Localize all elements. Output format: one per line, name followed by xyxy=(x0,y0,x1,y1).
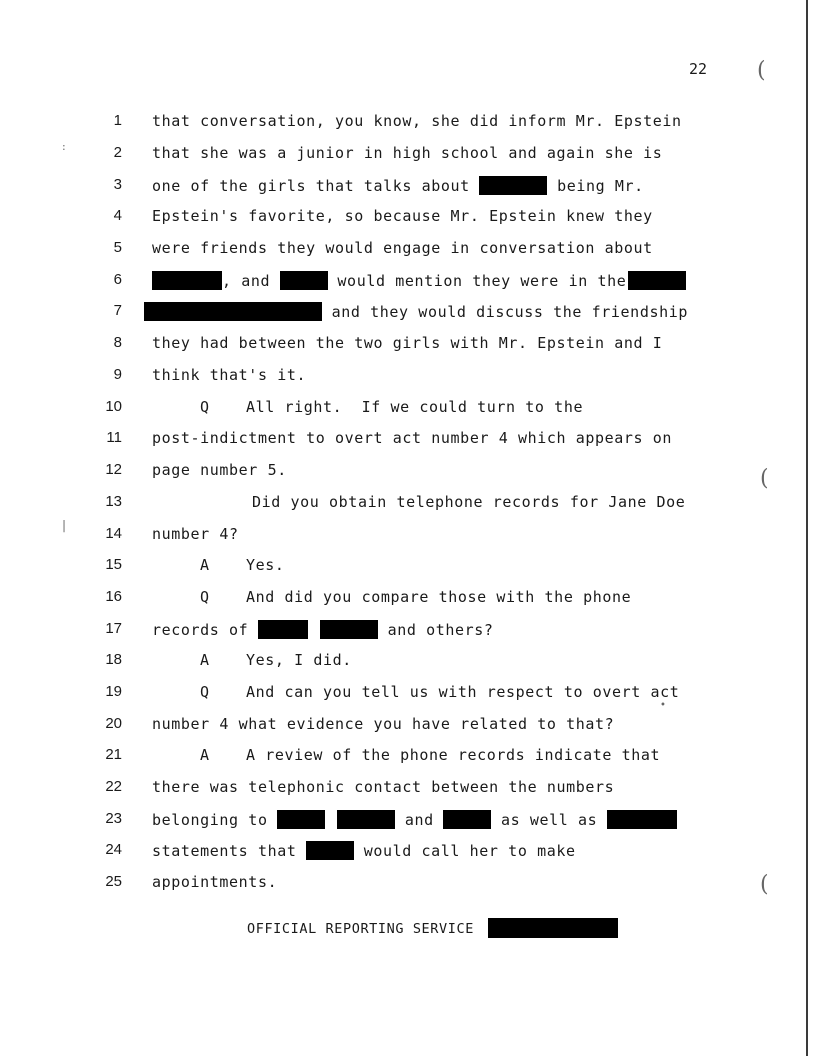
transcript-line: Did you obtain telephone records for Jane Doe xyxy=(252,493,686,511)
text-segment: and xyxy=(395,811,444,829)
text-segment: And did you compare those with the phone xyxy=(246,588,632,606)
speaker-label: A xyxy=(200,651,210,669)
speaker-label: Q xyxy=(200,398,210,416)
line-number: 20 xyxy=(105,715,122,732)
page-edge-line xyxy=(806,0,808,1056)
line-number: 1 xyxy=(113,112,122,129)
line-number: 24 xyxy=(105,841,122,858)
speaker-label: A xyxy=(200,746,210,764)
line-number: 6 xyxy=(113,271,122,288)
scan-mark: : xyxy=(62,140,66,153)
redaction-box xyxy=(320,620,378,639)
transcript-line: number 4 what evidence you have related to that? xyxy=(152,715,615,733)
text-segment: A review of the phone records indicate that xyxy=(246,746,661,764)
transcript-line xyxy=(200,398,583,416)
transcript-line: were friends they would engage in conversation about xyxy=(152,239,653,257)
line-number: 11 xyxy=(106,429,122,446)
scan-mark: • xyxy=(660,700,666,711)
transcript-line xyxy=(200,651,352,669)
speaker-label: Q xyxy=(200,588,210,606)
line-number: 18 xyxy=(105,651,122,668)
redaction-box xyxy=(337,810,395,829)
transcript-line xyxy=(144,302,688,321)
transcript-line xyxy=(152,271,686,290)
line-number: 25 xyxy=(105,873,122,890)
transcript-line: page number 5. xyxy=(152,461,287,479)
line-number: 10 xyxy=(105,398,122,415)
transcript-line xyxy=(200,556,285,574)
footer xyxy=(247,918,618,938)
text-segment: All right. If we could turn to the xyxy=(246,398,584,416)
redaction-box xyxy=(488,918,618,938)
transcript-line: post-indictment to overt act number 4 which appears on xyxy=(152,429,673,447)
line-number: 4 xyxy=(113,207,122,224)
text-segment: one of the girls that talks about xyxy=(152,177,480,195)
line-number: 14 xyxy=(105,525,122,542)
transcript-line: that she was a junior in high school and again she is xyxy=(152,144,663,162)
text-segment: and others? xyxy=(377,621,494,639)
text-segment: being Mr. xyxy=(547,177,644,195)
redaction-box xyxy=(144,302,322,321)
transcript-line: Epstein's favorite, so because Mr. Epstein knew they xyxy=(152,207,653,225)
scan-mark: | xyxy=(62,518,67,532)
redaction-box xyxy=(479,176,547,195)
text-segment: as well as xyxy=(491,811,607,829)
text-segment: , and xyxy=(222,272,280,290)
text-segment: Yes, I did. xyxy=(246,651,352,669)
line-number: 21 xyxy=(105,746,122,763)
footer-text: OFFICIAL REPORTING SERVICE xyxy=(247,921,474,937)
redaction-box xyxy=(258,620,308,639)
line-number: 17 xyxy=(105,620,122,637)
text-segment: belonging to xyxy=(152,811,278,829)
transcript-line: number 4? xyxy=(152,525,239,543)
text-segment: would mention they were in the xyxy=(327,272,627,290)
redaction-box xyxy=(306,841,354,860)
text-segment: records of xyxy=(152,621,258,639)
text-segment: And can you tell us with respect to overt act xyxy=(246,683,680,701)
redaction-box xyxy=(280,271,328,290)
transcript-line xyxy=(200,588,631,606)
redaction-box xyxy=(607,810,677,829)
line-number: 19 xyxy=(105,683,122,700)
line-number: 13 xyxy=(105,493,122,510)
page-number: 22 xyxy=(689,60,708,78)
line-number: 8 xyxy=(113,334,122,351)
text-segment: would call her to make xyxy=(354,842,576,860)
line-number: 7 xyxy=(113,302,122,319)
scan-mark: ( xyxy=(760,872,769,897)
redaction-box xyxy=(443,810,491,829)
line-number: 9 xyxy=(113,366,122,383)
line-number: 3 xyxy=(113,176,122,193)
line-number: 2 xyxy=(113,144,122,161)
transcript-line xyxy=(200,746,660,764)
transcript-line: they had between the two girls with Mr. Epstein and I xyxy=(152,334,663,352)
text-segment: and they would discuss the friendship xyxy=(322,303,688,321)
speaker-label: Q xyxy=(200,683,210,701)
transcript-line xyxy=(200,683,679,701)
text-segment: Yes. xyxy=(246,556,285,574)
transcript-line: think that's it. xyxy=(152,366,307,384)
transcript-line: there was telephonic contact between the numbers xyxy=(152,778,615,796)
transcript-line xyxy=(152,810,677,829)
redaction-box xyxy=(628,271,686,290)
scan-mark: ( xyxy=(757,58,766,83)
line-number: 12 xyxy=(105,461,122,478)
line-number: 16 xyxy=(105,588,122,605)
line-number: 5 xyxy=(113,239,122,256)
transcript-line xyxy=(152,176,644,195)
redaction-box xyxy=(152,271,222,290)
text-segment: statements that xyxy=(152,842,307,860)
line-number: 15 xyxy=(105,556,122,573)
transcript-line xyxy=(152,841,576,860)
scan-mark: ( xyxy=(760,466,769,491)
line-number: 22 xyxy=(105,778,122,795)
transcript-line xyxy=(152,620,494,639)
transcript-line: appointments. xyxy=(152,873,278,891)
speaker-label: A xyxy=(200,556,210,574)
transcript-line: that conversation, you know, she did inform Mr. Epstein xyxy=(152,112,682,130)
redaction-box xyxy=(277,810,325,829)
line-number: 23 xyxy=(105,810,122,827)
